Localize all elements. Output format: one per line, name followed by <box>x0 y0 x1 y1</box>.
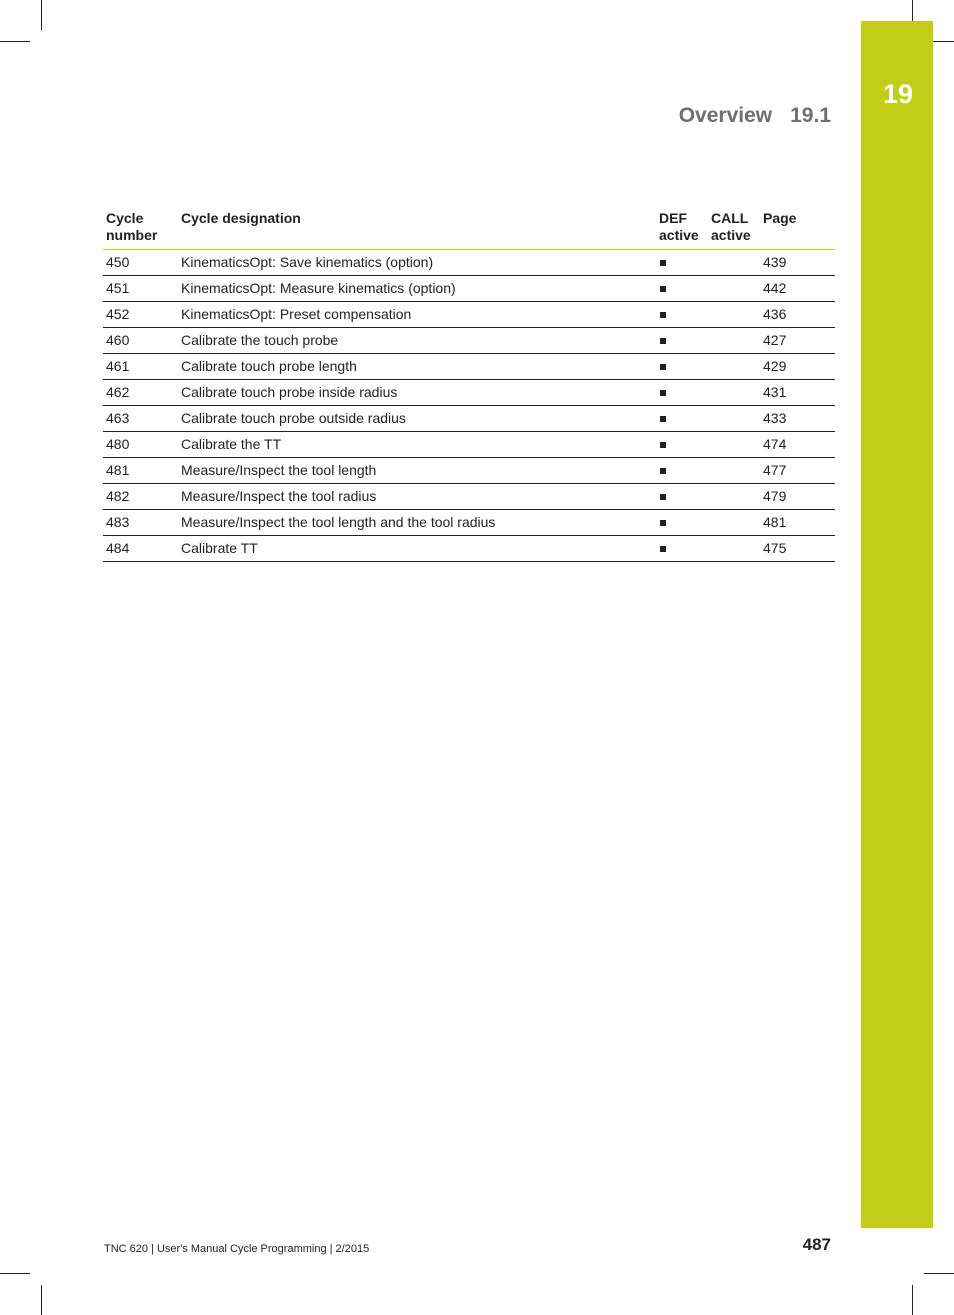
def-active-cell <box>656 354 708 380</box>
cycle-designation-cell: Calibrate touch probe length <box>178 354 656 380</box>
page-cell: 479 <box>760 484 835 510</box>
def-active-cell <box>656 510 708 536</box>
cycle-number-cell: 450 <box>103 250 178 276</box>
cycle-designation-cell: KinematicsOpt: Preset compensation <box>178 302 656 328</box>
call-active-cell <box>708 510 760 536</box>
call-active-cell <box>708 380 760 406</box>
cycle-number-cell: 461 <box>103 354 178 380</box>
cycle-number-cell: 460 <box>103 328 178 354</box>
cycle-designation-cell: Calibrate the touch probe <box>178 328 656 354</box>
section-number: 19.1 <box>790 104 831 127</box>
page-cell: 481 <box>760 510 835 536</box>
table-row <box>103 536 835 562</box>
table-row <box>103 276 835 302</box>
table-body <box>103 250 835 562</box>
page-cell: 431 <box>760 380 835 406</box>
crop-mark <box>924 1273 954 1274</box>
section-header <box>679 103 831 129</box>
cycle-designation-cell: Measure/Inspect the tool length and the tool radius <box>178 510 656 536</box>
table-row <box>103 328 835 354</box>
cycle-designation-cell: Calibrate TT <box>178 536 656 562</box>
crop-mark <box>0 1273 30 1274</box>
def-active-cell <box>656 250 708 276</box>
call-active-cell <box>708 458 760 484</box>
call-active-cell <box>708 484 760 510</box>
cycle-number-cell: 480 <box>103 432 178 458</box>
call-active-cell <box>708 354 760 380</box>
page-cell: 429 <box>760 354 835 380</box>
table-row <box>103 510 835 536</box>
page-cell: 475 <box>760 536 835 562</box>
cycle-number-cell: 463 <box>103 406 178 432</box>
page-cell: 439 <box>760 250 835 276</box>
cycle-designation-cell: KinematicsOpt: Save kinematics (option) <box>178 250 656 276</box>
page-cell: 477 <box>760 458 835 484</box>
page-number: 487 <box>802 1235 831 1254</box>
page-cell: 433 <box>760 406 835 432</box>
call-active-cell <box>708 328 760 354</box>
def-active-cell <box>656 484 708 510</box>
def-active-cell <box>656 276 708 302</box>
cycle-designation-cell: Measure/Inspect the tool radius <box>178 484 656 510</box>
call-active-cell <box>708 250 760 276</box>
table-row <box>103 302 835 328</box>
def-active-cell <box>656 458 708 484</box>
cycle-number-cell: 482 <box>103 484 178 510</box>
cycle-number-cell: 484 <box>103 536 178 562</box>
cycles-table <box>103 207 835 562</box>
active-marker-icon <box>660 364 666 370</box>
cycle-number-cell: 462 <box>103 380 178 406</box>
crop-mark <box>912 1285 913 1315</box>
def-active-cell <box>656 328 708 354</box>
active-marker-icon <box>660 286 666 292</box>
footer-text: TNC 620 | User's Manual Cycle Programming | 2/2015 <box>104 1243 370 1255</box>
table-row <box>103 354 835 380</box>
page-cell: 436 <box>760 302 835 328</box>
cycle-number-cell: 481 <box>103 458 178 484</box>
cycle-number-cell: 483 <box>103 510 178 536</box>
crop-mark <box>41 0 42 30</box>
active-marker-icon <box>660 260 666 266</box>
section-title: Overview <box>678 104 773 127</box>
def-active-cell <box>656 302 708 328</box>
page-cell: 427 <box>760 328 835 354</box>
call-active-cell <box>708 276 760 302</box>
crop-mark <box>0 41 30 42</box>
header-page: Page <box>760 207 835 250</box>
page-cell: 442 <box>760 276 835 302</box>
table-row <box>103 380 835 406</box>
table-row <box>103 432 835 458</box>
call-active-cell <box>708 302 760 328</box>
def-active-cell <box>656 536 708 562</box>
active-marker-icon <box>660 416 666 422</box>
def-active-cell <box>656 432 708 458</box>
call-active-cell <box>708 536 760 562</box>
active-marker-icon <box>660 312 666 318</box>
active-marker-icon <box>660 494 666 500</box>
cycle-designation-cell: Calibrate touch probe inside radius <box>178 380 656 406</box>
header-def-active: DEF active <box>656 207 708 250</box>
def-active-cell <box>656 380 708 406</box>
crop-mark <box>41 1285 42 1315</box>
call-active-cell <box>708 432 760 458</box>
cycle-number-cell: 452 <box>103 302 178 328</box>
def-active-cell <box>656 406 708 432</box>
active-marker-icon <box>660 390 666 396</box>
cycle-designation-cell: Calibrate the TT <box>178 432 656 458</box>
table-row <box>103 484 835 510</box>
chapter-number: 19 <box>882 79 913 109</box>
cycle-designation-cell: KinematicsOpt: Measure kinematics (option) <box>178 276 656 302</box>
table-header-row <box>103 207 835 250</box>
cycle-designation-cell: Measure/Inspect the tool length <box>178 458 656 484</box>
page-cell: 474 <box>760 432 835 458</box>
header-cycle-designation: Cycle designation <box>178 207 656 250</box>
chapter-tab <box>861 21 933 1228</box>
table-row <box>103 458 835 484</box>
table-row <box>103 250 835 276</box>
header-cycle-number: Cycle number <box>103 207 178 250</box>
active-marker-icon <box>660 442 666 448</box>
header-call-active: CALL active <box>708 207 760 250</box>
active-marker-icon <box>660 520 666 526</box>
cycle-designation-cell: Calibrate touch probe outside radius <box>178 406 656 432</box>
active-marker-icon <box>660 546 666 552</box>
cycle-number-cell: 451 <box>103 276 178 302</box>
active-marker-icon <box>660 338 666 344</box>
call-active-cell <box>708 406 760 432</box>
active-marker-icon <box>660 468 666 474</box>
table-row <box>103 406 835 432</box>
